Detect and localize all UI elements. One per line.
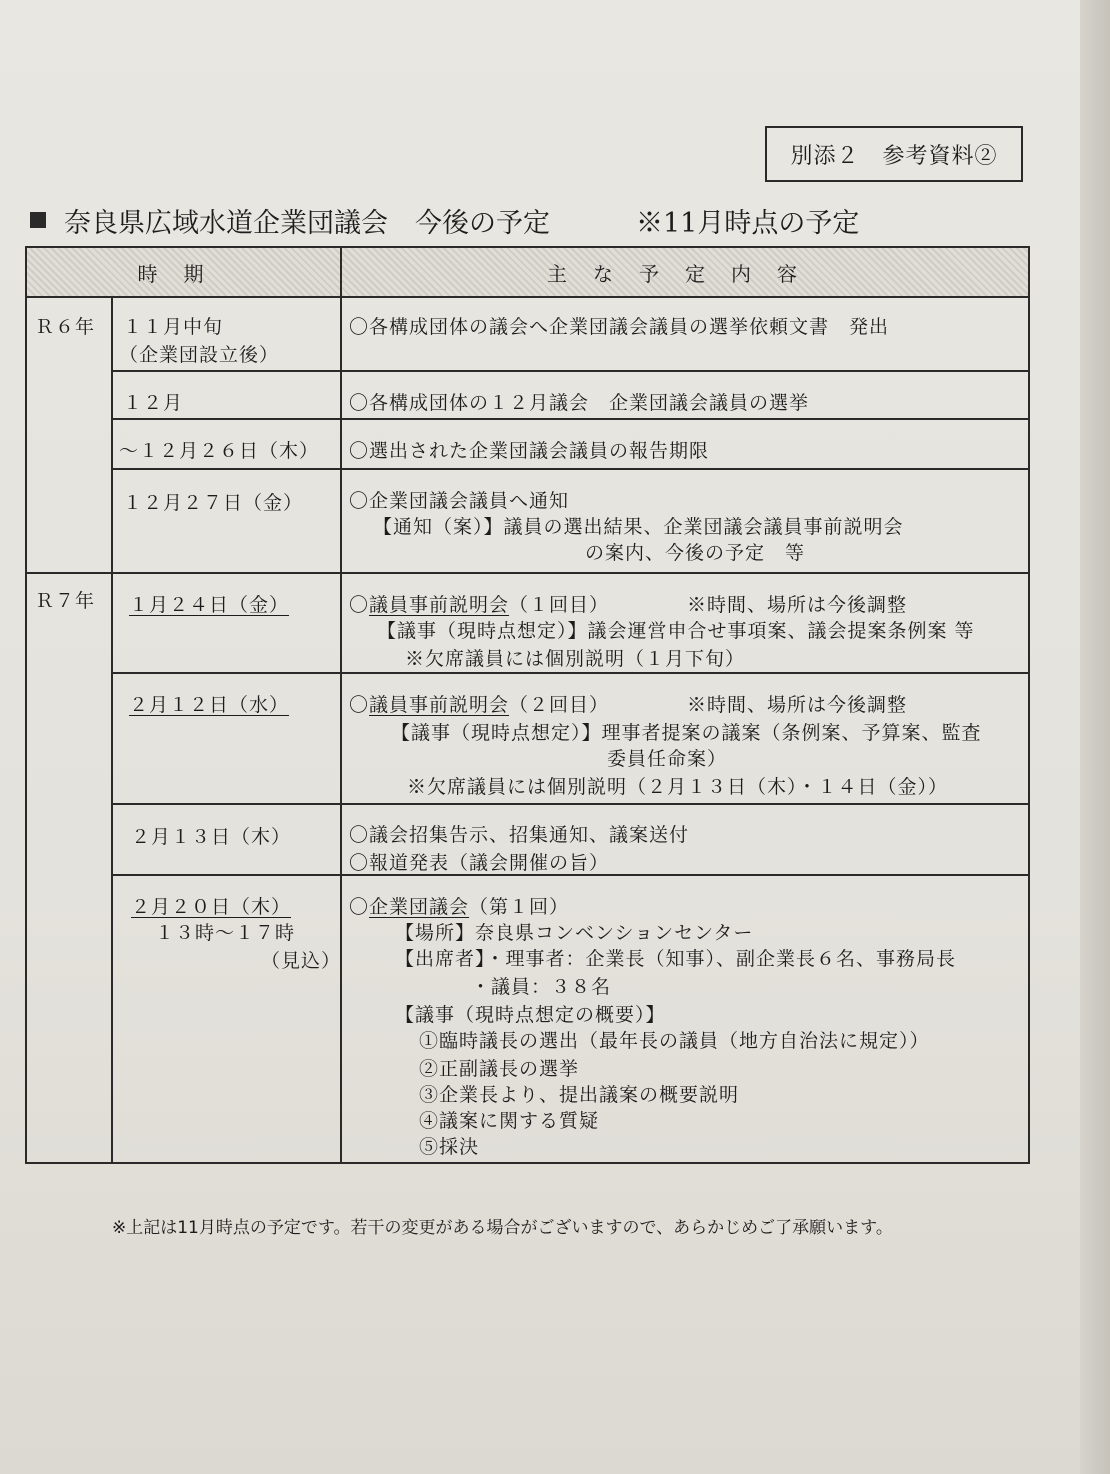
row-line-text: の案内、今後の予定 等 [585, 542, 806, 564]
row-line [111, 803, 1028, 805]
row-date-sub: （企業団設立後） [119, 344, 280, 366]
header-bottom-line [27, 296, 1028, 298]
row-line-text: 【出席者】・理事者：企業長（知事）、副企業長６名、事務局長 [395, 948, 957, 970]
title-note: ※11月時点の予定 [636, 207, 860, 239]
row-line [111, 468, 1028, 470]
event-name: 議員事前説明会 [369, 594, 510, 616]
row-date: １２月 [123, 392, 184, 414]
document-title [30, 198, 1030, 242]
row-date-sub: （見込） [261, 950, 342, 972]
event-name: 議員事前説明会 [369, 694, 510, 716]
row-date: １月２４日（金） [129, 594, 290, 616]
divider-year [111, 296, 113, 1162]
year-line [27, 572, 1028, 574]
schedule-table [25, 246, 1030, 1164]
title-square-bullet-icon [30, 212, 46, 228]
row-line-text: ⑤採決 [419, 1136, 480, 1158]
row-date: １２月２７日（金） [123, 492, 304, 514]
row-line-text: 〇選出された企業団議会議員の報告期限 [349, 440, 710, 462]
header-period: 時期 [27, 248, 340, 296]
row-line-text: ・議員：３８名 [471, 976, 612, 998]
row-date: ２月２０日（木） [131, 896, 292, 918]
stacked-paper-edge [1080, 0, 1110, 1474]
row-line-text: 〇各構成団体の議会へ企業団議会議員の選挙依頼文書 発出 [349, 316, 890, 338]
row-line-text: 〇報道発表（議会開催の旨） [349, 852, 610, 874]
footnote: ※上記は11月時点の予定です。若干の変更がある場合がございますので、あらかじめご了承願います。 [112, 1218, 893, 1238]
row-line [111, 672, 1028, 674]
row-line-text: ※欠席議員には個別説明（２月１３日（木）・１４日（金）） [407, 776, 949, 798]
row-line-text: 〇各構成団体の１２月議会 企業団議会議員の選挙 [349, 392, 810, 414]
row-line-text: 【通知（案）】議員の選出結果、企業団議会議員事前説明会 [373, 516, 904, 538]
row-date: １１月中旬 [123, 316, 224, 338]
row-line-text: 〇企業団議会議員へ通知 [349, 490, 570, 512]
row-line-text: ③企業長より、提出議案の概要説明 [419, 1084, 740, 1106]
row-line-text: 〇議員事前説明会（１回目） [349, 594, 610, 616]
row-line-text: 〇議員事前説明会（２回目） [349, 694, 610, 716]
event-count: （第１回） [469, 896, 570, 918]
attachment-label: 別添２ 参考資料② [765, 126, 1023, 182]
row-line-text: 〇議会招集告示、招集通知、議案送付 [349, 824, 690, 846]
row-line-text: 【議事（現時点想定）】議会運営申合せ事項案、議会提案条例案 等 [377, 620, 975, 642]
row-line [111, 418, 1028, 420]
row-date-sub: １３時～１７時 [155, 922, 296, 944]
row-line-text: 【議事（現時点想定）】理事者提案の議案（条例案、予算案、監査 [391, 722, 982, 744]
row-date: ～１２月２６日（木） [119, 440, 320, 462]
row-line [111, 370, 1028, 372]
row-line-text: ①臨時議長の選出（最年長の議員（地方自治法に規定）） [419, 1030, 930, 1052]
divider-content [340, 248, 342, 1162]
row-line-text: 【場所】奈良県コンベンションセンター [395, 922, 754, 944]
row-line-text: 〇企業団議会（第１回） [349, 896, 570, 918]
row-date: ２月１３日（木） [131, 826, 292, 848]
year-r7: Ｒ７年 [35, 590, 96, 612]
event-count: （２回目） [509, 694, 610, 716]
header-content: 主な予定内容 [342, 248, 1028, 296]
row-line-text: ②正副議長の選挙 [419, 1058, 580, 1080]
title-main: 奈良県広域水道企業団議会 今後の予定 [64, 207, 550, 239]
year-r6: Ｒ６年 [35, 316, 96, 338]
row-line-text: ※時間、場所は今後調整 [687, 594, 908, 616]
row-line-text: ※欠席議員には個別説明（１月下旬） [405, 648, 746, 670]
row-line-text: ④議案に関する質疑 [419, 1110, 600, 1132]
event-name: 企業団議会 [369, 896, 470, 918]
row-line-text: 委員任命案） [607, 748, 728, 770]
row-date: ２月１２日（水） [129, 694, 290, 716]
row-line-text: ※時間、場所は今後調整 [687, 694, 908, 716]
event-count: （１回目） [509, 594, 610, 616]
row-line-text: 【議事（現時点想定の概要）】 [395, 1004, 666, 1026]
